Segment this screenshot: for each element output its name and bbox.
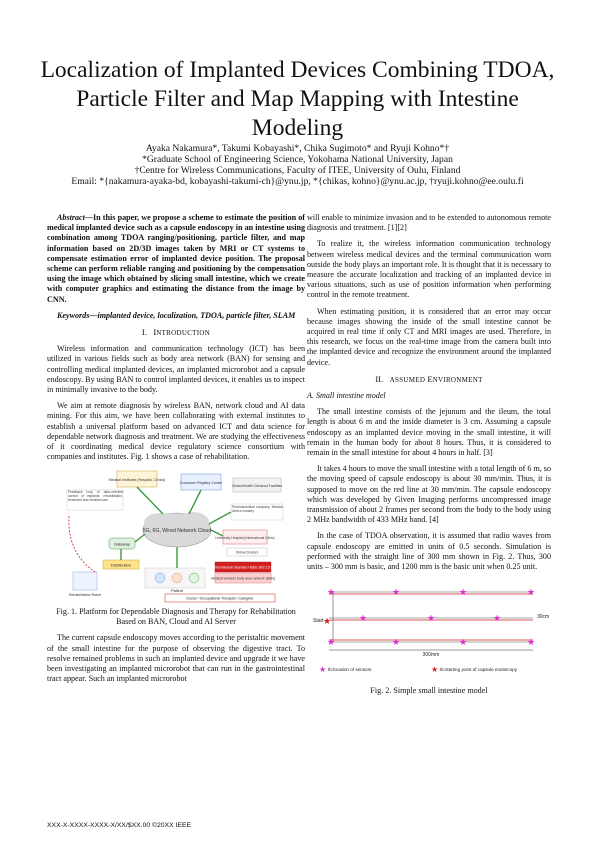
abstract-text: In this paper, we propose a scheme to estimate the position of medical implanted device such as a capsule endoscopy in an intestine using combination among TDOA ranging/positioning, particle filter, and map information based on 2D/3D images taken by MRI or CT systems to compensate estimation error of implanted device position. The proposal scheme can perform reliable ranging and positioning by the compensation using the image which obtained by slicing small intestine, which we create with computer graphics and estimating the distance from the image by CNN. [47, 213, 305, 304]
start-label: Start [313, 618, 324, 625]
figure-2-caption: Fig. 2. Simple small intestine model [370, 686, 488, 696]
author-emails: Email: *{nakamura-ayaka-bd, kobayashi-takumi-ch}@ynu.jp, *{chikas, kohno}@ynu.ac.jp, †ryuji.kohno@ee.oulu.fi [71, 176, 524, 187]
figure-1-platform-diagram [65, 468, 287, 603]
patient-sensor-icon [155, 573, 165, 583]
abstract [47, 213, 305, 305]
platform-diagram-svg [65, 468, 287, 603]
sensor-marker: ★ [391, 637, 401, 648]
patient-label: Patient [171, 589, 183, 594]
capsule-start-marker: ★ [322, 616, 332, 627]
left-column [47, 213, 305, 690]
sensor-marker: ★ [458, 637, 468, 648]
paragraph-right-1: will enable to minimize invasion and to be extended to autonomous remote diagnosis and treatment. [1][2] [307, 213, 551, 233]
copyright-footer: XXX-X-XXXX-XXXX-X/XX/$XX.00 ©20XX IEEE [47, 822, 192, 829]
sensor-marker: ★ [492, 613, 502, 624]
ban-label: Medical wireless body area network (BAN) [211, 576, 275, 581]
consumer-registry-label: Consumer Registry Center [179, 481, 223, 486]
author-names: Ayaka Nakamura*, Takumi Kobayashi*, Chika Sugimoto* and Ryuji Kohno*† [145, 143, 450, 154]
pharma-label: Pharmaceutical company, Medical device industry [232, 505, 283, 514]
paragraph-intro-3: The current capsule endoscopy moves according to the peristaltic movement of the small intestine for the purpose of observing the digestive tract. To resolve remained problems in such an implanted device and upgrade it we have been investigating an implanted microrobot that can run in the gastrointestinal tract appear. Such an implanted microrobot [47, 633, 305, 684]
feedback-loop-line [69, 516, 95, 572]
paragraph-right-6: In the case of TDOA observation, it is assumed that radio waves from capsule endoscopy are emitted in units of 0.5 seconds. Simulation is performed with the straight line of 300 mm shown in Fig. 2. Thus, 300 units – 300 mm is basic, and 1200 mm is the basic unit when 0.25 unit. [307, 531, 551, 572]
affiliation-1: *Graduate School of Engineering Science, Yokohama National University, Japan [142, 154, 453, 165]
patient-icon [172, 573, 182, 583]
keywords-text: implanted device, localization, TDOA, particle filter, SLAM [97, 310, 296, 320]
rehab-robot-image [73, 572, 97, 590]
section-heading-introduction: I. INTRODUCTION [141, 327, 211, 338]
abstract-label: Abstract— [57, 213, 93, 222]
keywords [47, 311, 305, 321]
doctor-label: Doctor / Occupational Therapist / Caregiver [186, 596, 254, 601]
clinics-label: Clinics/Health Checkout Facilities [231, 484, 283, 489]
sensor-markers [327, 587, 535, 647]
standard-label: International Standard IEEE 802.15.6 [213, 565, 273, 570]
online-doctors-label: Online Doctors [235, 550, 259, 555]
sensor-marker: ★ [526, 637, 536, 648]
legend-capsule-icon: ★ [431, 665, 439, 675]
intestine-model-svg [311, 578, 550, 682]
right-column [307, 213, 551, 702]
subsection-small-intestine-model: A. Small intestine model [307, 391, 386, 401]
figure-1-caption: Fig. 1. Platform for Dependable Diagnosis and Therapy for Rehabilitation Based on BAN, Cloud and AI Server [56, 607, 296, 627]
medical-institutes-label: Medical Institutes (Hospital, Clinics) [108, 478, 166, 483]
sensor-marker: ★ [326, 587, 336, 598]
paragraph-right-3: When estimating position, it is considered that an error may occur because images showing the inside of the small intestine cannot be acquired in real time if only CT and MRI images are used. Therefore, in this research, we focus on the real-time image from the camera built into the implanted device and recognize the environment around the implanted device. [307, 306, 551, 367]
sensor-marker: ★ [426, 613, 436, 624]
university-hospital-label: University Hospital (International Clinic) [215, 536, 275, 541]
section-heading-assumed-environment: II. ASSUMED ENVIRONMENT [375, 373, 483, 384]
author-block [40, 143, 555, 187]
paragraph-right-5: It takes 4 hours to move the small intestine with a total length of 6 m, so the moving speed of capsule endoscopy is about 30 mm/min. Thus, it is supposed to move on the red line at 30 mm/min. The capsule endoscopy which was developed by Given Imaging performs uncompressed image transmission of about 2 frames per second from the body to the body using 2 MHz bandwidth of 433 MHz band. [4] [307, 464, 552, 525]
sensor-marker: ★ [391, 587, 401, 598]
legend-sensor-label: Ib:location of sensors [328, 667, 372, 673]
distribution-label: Distribution [110, 562, 132, 568]
paragraph-right-4: The small intestine consists of the jejunum and the ileum, the total length is about 6 m and the inside diameter is 3 cm. Assuming a capsule endoscopy as an implanted device moving in the small intestine, it will remain in the human body for about 8 hours. Thus, it is considered to remain in the small intestine for about 4 hours in half. [3] [307, 407, 551, 458]
sensor-marker: ★ [526, 587, 536, 598]
bottom-dimension-label: 300mm [422, 652, 440, 659]
sensor-marker: ★ [326, 637, 336, 648]
caregiver-icon [189, 573, 199, 583]
paragraph-intro-2: We aim at remote diagnosis by wireless BAN, network cloud and AI data mining. For this aim, we have been collaborating with external institutes to establish a universal platform based on advanced ICT and data science for dependable network diagnosis and treatment. We are studying the effectiveness of it coordinating medical device regulatory science consortium with companies and institutes. Fig. 1 shows a case of rehabilitation. [47, 401, 305, 462]
feedback-label: Feedback loop of data-oriented control of implants, rehabilitation, treatment and medical care [68, 490, 123, 503]
sensor-marker: ★ [458, 587, 468, 598]
paragraph-intro-1: Wireless information and communication technology (ICT) has been utilized in various fields such as body area network (BAN) for sensing and controlling medical implanted devices, an implanted microrobot and a capsule endoscopy. By using BAN to control implanted devices, it enables us to inspect in minimally invasive to the body. [47, 344, 305, 395]
paragraph-right-2: To realize it, the wireless information communication technology between wireless medical devices and the terminal communication worn outside the body plays an important role. It is thought that it is necessary to measure the accurate localization and tracking of an implanted device in various situations, such as use of position information when performing control in the remote treatment. [307, 239, 551, 300]
paper-title: Localization of Implanted Devices Combining TDOA, Particle Filter and Map Mapping with Intestine Modeling [40, 57, 555, 141]
sensor-marker: ★ [358, 613, 368, 624]
legend-sensor-icon: ★ [319, 665, 327, 675]
dimension-label: 30cm [537, 614, 550, 621]
figure-2-intestine-model [311, 578, 550, 682]
gateway-label: Gateway [114, 541, 130, 547]
rehab-robot-label: Rehabilitation Robot [68, 593, 102, 598]
legend-capsule-label: Ib:starting point of capsule endoscopy [440, 667, 518, 673]
keywords-label: Keywords— [57, 310, 98, 320]
affiliation-2: †Centre for Wireless Communications, Faculty of ITEE, University of Oulu, Finland [134, 165, 461, 176]
cloud-label: 5G, 6G, Wired Network Cloud [142, 528, 212, 535]
